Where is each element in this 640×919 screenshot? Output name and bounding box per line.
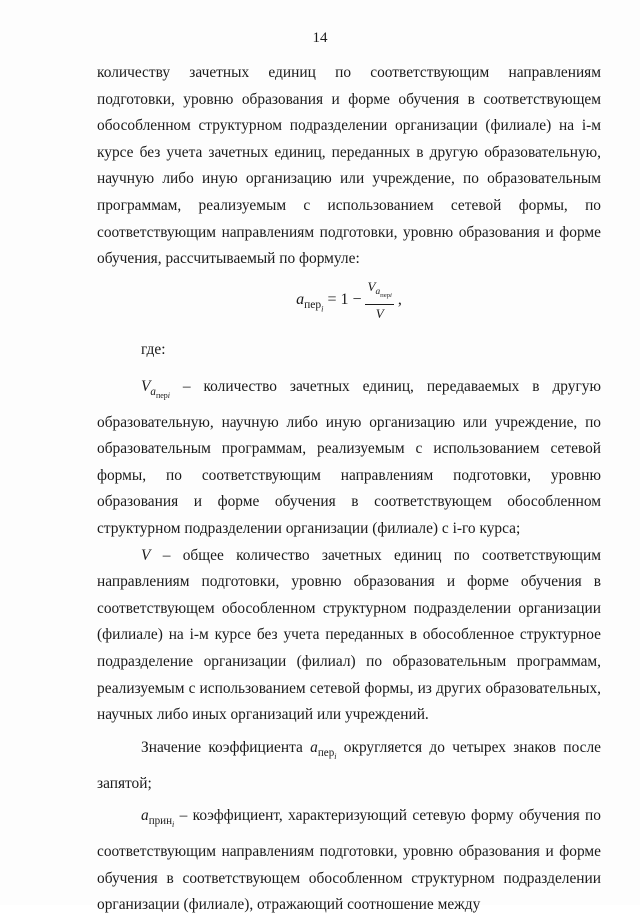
definition-v: V – общее количество зачетных единиц по соответствующим направлениям подготовки, уровню образования и форме обучения в соответствующем обособленном структурном подразделении организации (филиале) на i-м курсе без учета переданных в обособленное структурное подразделение организации (филиал) по образовательным программам, реализуемым с использованием сетевой формы, из других образовательных, научных либо иных организаций или учреждений.: [97, 546, 601, 724]
fraction-numerator: $V_{a_{перi}}$: [365, 279, 393, 305]
fraction-denominator: V: [375, 306, 384, 322]
where-label: где:: [141, 341, 166, 359]
formula-a-per: $a_{пер_i} = 1$ − $\frac{V_{a_{перi}}}{V}$ ,: [296, 278, 402, 322]
paragraph-intro: количеству зачетных единиц по соответствующим направлениям подготовки, уровню образования и форме обучения в соответствующем обособленном структурном подразделении организации (филиале) на i-м курсе без учета зачетных единиц, переданных в другую образовательную, научную либо иную организацию или учреждение, по образовательным программам, реализуемым с использованием сетевой формы, по соответствующим направлениям подготовки, уровню образования и форме обучения, рассчитываемый по формуле:: [97, 64, 601, 268]
definition-a-prin: $a_{прин_i}$ – коэффициент, характеризующий сетевую форму обучения по соответствующим направлениям подготовки, уровню образования и форме обучения в соответствующем обособленном структурном подразделении организации (филиале), отражающий соотношение между: [97, 807, 601, 914]
definition-v-a-per: $V_{a_{перi}}$ – количество зачетных единиц, передаваемых в другую образовательную, научную либо иную организацию или учреждение, по образовательным программам, реализуемым с использованием сетевой формы, по соответствующим направлениям подготовки, уровню образования и форме обучения в соответствующем обособленном структурном подразделении организации (филиале) с i-го курса;: [97, 377, 601, 537]
body-text: [97, 60, 601, 919]
page-number: 14: [312, 30, 328, 46]
rounding-note: Значение коэффициента $a_{пер_i}$ округляется до четырех знаков после запятой;: [97, 738, 601, 792]
formula-fraction: [365, 279, 393, 321]
